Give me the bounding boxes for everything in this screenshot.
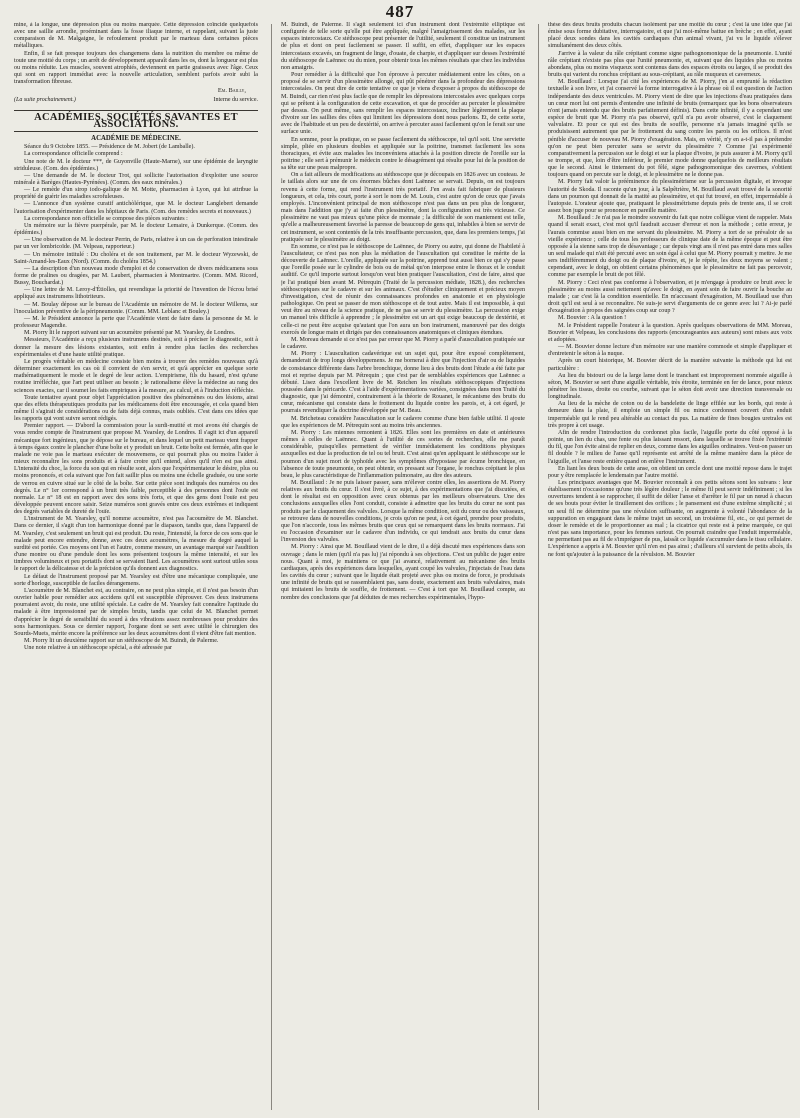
paragraph: — Une observation de M. le docteur Perrin, de Paris, relative à un cas de perforation intestinale par un ver lombricoïde. (M. Velpeau, rapporteur.) [14,237,258,251]
paragraph: mine, à la longue, une dépression plus ou moins marquée. Cette dépression coïncide quelquefois avec une saillie arrondie, proéminant dans la fosse iliaque interne, et rappelant, suivant la juste comparaison de M. Malgaigne, le refoulement produit par le marteau dans certaines pièces métalliques. [14,22,258,50]
paragraph: M. Buindi, de Palerme. Il s'agit seulement ici d'un instrument dont l'extrémité elliptique est configurée de telle sorte qu'elle put être appliquée, malgré l'amaigrissement des malades, sur les espaces intercostaux. Ce stéthoscope peut présenter de l'utilité, seulement il constitue un instrument de plus et dont on peut facilement se passer. Il suffit, en effet, d'appliquer sur les espaces intercostaux excavés, un fragment de linge, d'ouate, de charpie, et d'appliquer sur desses l'extrémité du stéthoscope de Laënnec ou du mien, pour obtenir tous les mêmes résultats que chez les individus non amaigris. [281,22,525,71]
paragraph: Au lieu du bistouri ou de la large lame dont le tranchant est improprement nommée aiguille à séton, M. Bouvier se sert d'une aiguille véritable, très étroite, terminée en fer de lance, pour mieux pénétrer les tissus, droite ou courbe, suivant que le séton doit avoir une direction transversale ou longitudinale. [548,372,792,401]
paragraph: Après un court historique, M. Bouvier décrit de la manière suivante la méthode qui lui est particulière : [548,358,792,372]
paragraph: — M. Boulay dépose sur le bureau de l'Académie un mémoire de M. le docteur Willems, sur l'inoculation préventive de la péripneumonie. (Comm. MM. Leblanc et Bouley.) [14,301,258,315]
column-2-body [281,22,525,602]
paragraph: Premier rapport. — D'abord la commission pour la surdi-mutité et moi avons été chargés de vous rendre compte de l'instrument que propose M. Yearsley, de Londres. Il s'agit ici d'un appareil mécanique fort ingénieux, que je dépose sur le bureau, et dans lequel un petit marteau vient frapper à temps égaux contre le plancher d'une boîte et y produit un bruit. Cette boîte est fermée, afin que le malade ne voie pas le marteau exécuter de mouvemens, ce qui pourrait plus ou moins l'aider à mieux reconnaître les sons produits et à faire croire qu'il entend, alors qu'il n'en est pas ainsi. L'intensité du choc, la force du son qui en résulte sont, alors que l'expérimentateur le désire, plus ou moins prononcés, et cela suivant que l'on fait saillir plus ou moins une échelle graduée, ou une sorte de verrou en cuivre situé sur le côté de la boîte. Sur cette pièce sont indiqués des numéros ou des degrés. Le n° 1er correspond à un bruit très faible, perceptible à des personnes dont l'ouïe est normale. Le n° 18 est en rapport avec des sons très forts, et que des gens dont l'ouïe est peu développée peuvent encore saisir. Seize numéros sont gravés entre ces deux extrêmes et indiquent des degrés variables de dureté de l'ouïe. [14,423,258,516]
session-line: Séance du 9 Octobre 1855. — Présidence de M. Jobert (de Lamballe). [24,144,195,151]
column-rule [271,24,272,1110]
column-1 [14,22,258,1114]
paragraph: M. Piorry : Ceci n'est pas conforme à l'observation, et je m'engage à produire ce bruit avec le plessimètre au moins aussi nettement qu'avec le doigt, en ayant soin de faire ouvrir la bouche au malade ; car c'est là la condition essentielle. En m'accusant d'exagération, M. Bouillaud use d'un droit qu'il est seul à se reconnaître. Ne suis-je servi d'arguments de ce genre avec lui ? Ai-je parlé d'exagération à propos des saignées coup sur coup ? [548,279,792,315]
column-1-body [14,151,258,652]
paragraph: M. Piorry lit le rapport suivant sur un acoumètre présenté par M. Yearsley, de Londres. [24,330,236,337]
paragraph: thèse des deux bruits produits chacun isolément par une moitié du cœur ; c'est là une idée que j'ai émise sous forme dubitative, interrogatoire, et que j'ai moi-même battue en brèche ; en effet, ayant placé deux sondes dans les cavités cardiaques d'un animal vivant, j'ai vu le liquide s'élever simultanément des deux côtés. [548,22,792,50]
column-rule [538,24,539,1110]
paragraph: M. Bricheteau considère l'auscultation sur le cadavre comme d'une bien faible utilité. Il ajoute que les expériences de M. Pétrequin sont au moins très anciennes. [281,415,525,429]
paragraph: Enfin, il se fait presque toujours des changemens dans la nutrition du membre ou même de toute une moitié du corps ; un arrêt de développement apparaît dans les os, dont la longueur est plus ou moins réduite. Les muscles, souvent atrophiés, deviennent en partie graisseux avec l'âge. Ceux qui sont en rapport immédiat avec la nouvelle articulation, semblent parfois avoir subi la transformation fibreuse. [14,50,258,86]
paragraph: M. Piorry fait valoir la prééminence du plessimétrisme sur la percussion digitale, et invoque l'autorité de Skoda. Il raconte qu'un jour, à la Salpêtrière, M. Bouillaud avait trouvé de la sonorité dans un poumon qui donnait de la matité au plessimètre, et qui fut trouvé, en effet, imperméable à l'autopsie. L'orateur ajoute que, pratiquant le plessimétrisme depuis près de trente ans, il se croit assez bon juge pour se prononcer en pareille matière. [548,179,792,215]
paragraph: Afin de rendre l'introduction du cordonnet plus facile, l'aiguille porte du côté opposé à la pointe, un lien du chas, une fente ou plus laissant ressort, dans laquelle se trouve fixée l'extrémité du fil, que l'on évite ainsi de replier en deux, comme dans les aiguilles ordinaires. Veut-on passer un fil double ? le milieu de l'anse qu'il représente est arrêté de la même manière dans la pièce de l'aiguille, et l'anse reste entière quand on enlève l'instrument. [548,429,792,465]
column-2 [281,22,525,1114]
paragraph: L'instrument de M. Yearsley, qu'il nomme acoumètre, n'est pas l'acoumètre de M. Blanchet. Dans ce dernier, il s'agit d'un ton harmonique donné par le diapason, tandis que, dans l'appareil de M. Yearsley, c'est seulement un bruit qui est produit. Du reste, l'intensité, la force de ces sons que le malade peut encore entendre, donne, avec ces deux acoumètres, la mesure du degré auquel la surdité est portée. Ces moyens ont l'un et l'autre, comme mesure, un avantage marqué sur l'audition d'une montre ou d'une pendule dont les sons présentent toujours la même intensité, et sur les timbres volumineux et peu portatifs dont se servaient Itard. Les acoumètres sont surtout utiles sous le rapport de la délicatesse et de la précision qu'ils donnent aux diagnostics. [14,516,258,573]
paragraph: — Le remède d'un sirop iodo-galique de M. Motte, pharmacien à Lyon, qui lui attribue la propriété de guérir les maladies scrofuleuses. [14,187,258,201]
paragraph: — La description d'un nouveau mode d'emploi et de conservation de divers médicamens sous forme de pralines ou dragées, par M. Laubert, pharmacien à Montmartre. (Comm. MM. Ricord, Bussy, Bouchardat.) [14,265,258,287]
paragraph: Pour remédier à la difficulté que l'on éprouve à percuter médiatement entre les côtes, on a proposé de se servir d'un plessimètre allongé, qui pût pénétrer dans la profondeur des dépressions intercostales. On peut dire de cette tentative ce que je viens d'exposer à propos du stéthoscope de M. Buindi, car rien n'est plus facile que de remplir les dépressions intercostales avec quelques corps qui se prêtent à la configuration de cette excavation, et que de procéder au percuter le plessimètre par dessus. On peut même, sans remplir les espaces intercostaux, incliner légèrement la plaque d'ivoire sur les saillies des côtes qui limitent les dépressions dont nous parlons. Et, de cette sorte, avec de l'habitude et un peu de dextérité, on arrive à percuter aussi facilement qu'on le ferait sur une surface unie. [281,72,525,136]
paragraph: La correspondance officielle comprend : [24,151,123,158]
paragraph: Le progrès véritable en médecine consiste bien moins à trouver des remèdes nouveaux qu'à déterminer exactement les cas où il convient de s'en servir, et qu'à apprécier en quelque sorte mathématiquement le mode et le degré de leur action. L'empirisme, fils du hasard, n'est qu'une routine irréfléchie, que l'art peut utiliser au besoin ; le rationalisme élève la médecine au rang des sciences exactes, car il soumet les faits empiriques à la mesure, au calcul, et à l'induction réfléchie. [14,358,258,394]
paragraph: Un mémoire sur la fièvre puerpérale, par M. le docteur Lemaire, à Dunkerque. (Comm. des épidémies.) [14,222,258,237]
academy-title: ACADÉMIE DE MÉDECINE. [91,135,181,143]
paragraph: — L'annonce d'un système curatif antichòlérique, que M. le docteur Langlebert demande l'autorisation d'expérimenter dans les hôpitaux de Paris. (Com. des remèdes secrets et nouveaux.) [14,201,258,215]
paragraph: La correspondance non officielle se compose des pièces suivantes : [24,215,188,222]
paragraph: Les principaux avantages que M. Bouvier reconnaît à ces petits sétons sont les suivans : leur établissement n'occasionne qu'une très légère douleur ; le même fil peut servir indéfiniment ; si les ouvertures tendent à se rapprocher, il suffit de délier l'anse et d'arrêter le fil par un nœud à chacun de ses bouts pour éviter le tiraillement des orifices ; le pansement est d'une extrême simplicité ; si un seul fil ne détermine pas une révulsion suffisante, on augmente à volonté l'abondance de la suppuration en engageant dans le même trajet un second, un troisième fil, etc., ce qui permet de doser le remède et de le proportionner au mal ; la cicatrice qui reste est à peine marquée, ce qui n'est pas sans importance, pour les femmes surtout. On pourrait craindre que l'enduit imperméable, ne permettant pas au fil de s'imprégner de pus, laissât ce liquide s'accumuler dans le tissu cellulaire. L'expérience a appris à M. Bouvier qu'il n'en est pas ainsi ; d'ailleurs s'il survient de petits abcès, ils ne font qu'ajouter à la puissance de la révulsion. M. Bouvier [548,480,792,558]
paragraph: — Un mémoire intitulé : Du choléra et de son traitement, par M. le docteur Wyzewski, de Saint-Amand-les-Eaux (Nord). (Comm. du choléra 1854.) [14,251,258,265]
signature-role: Interne du service. [213,96,258,103]
column-3 [548,22,792,1114]
paragraph: Une note relative à un stéthoscope spécial, a été adressée par [24,645,173,652]
signature-row [14,97,258,104]
paragraph: Le défaut de l'instrument proposé par M. Yearsley est d'être une mécanique compliquée, une sorte d'horloge, susceptible de faciles dérangemens. [14,573,258,587]
paragraph: M. Piorry : Ainsi que M. Bouillaud vient de le dire, il a déjà discuté mes expériences dans son ouvrage ; dans le mien (qu'il n'a pas lu) j'ai répondu à ses objections. C'est un public de juger entre nous. Quant à moi, je maintiens ce que j'ai avancé, relativement au mécanisme des bruits cardiaques, après des expériences dans lesquelles, ayant coupé les valvules, j'injectais de l'eau dans les cavités du cœur ; suivant que le liquide était projeté avec plus ou moins de force, je produisais une infinité de bruits qui se rassemblaient pas, sans doute, exactement aux bruits valvulaires, mais qui imitaient les bruits de souffle, de frottement. — C'est à tort que M. Bouillaud compte, au nombre des conclusions que j'ai déduites de mes recherches expérimentales, l'hypo- [281,544,525,601]
paragraph: Une note de M. le docteur ***, de Guyonville (Haute-Marne), sur une épidémie de laryngite striduleuse. (Com. des épidémies.) [14,158,258,172]
paragraph: M. Piorry : L'auscultation cadavérique est un sujet qui, pour être exposé complètement, demanderait de trop longs développemens. Je me bornerai à dire que l'injection d'air ou de liquides de consistance différente dans l'arbre bronchique, donne lieu à des bruits dont l'étude a été faite par moi et reprise depuis par M. Pétrequin ; que c'est par de semblables expériences que Laënnec a débuté. Lisez dans l'excellent livre de M. Reichen les résultats stéthoscopiques d'injections poussées dans le péricarde. C'est à l'aide d'expérimentations variées, consignées dans mon Traité du diagnostic, que j'ai démontré, contrairement à la théorie de Rouanet, le mécanisme des bruits du cœur, mécanisme qui consiste dans le frottement du liquide contre les parois, et, à cet égard, je pourrais revendiquer la doctrine développée par M. Beau. [281,351,525,415]
paragraph: En somme, ce n'est pas le stéthoscope de Laënnec, de Piorry ou autre, qui donne de l'habileté à l'auscultateur, ce n'est pas non plus la médiation de l'auscultation qui constitue le mérite de la découverte de Laënnec. L'oreille, appliquée sur la poitrine, apprend tout aussi bien ce qui s'y passe que l'oreille posée sur le cylindre de bois ou de métal qu'on interpose entre le thorax et le conduit auditif. Ce qu'il importe surtout lorsqu'on veut bien pratiquer l'auscultation, c'est de faire, ainsi que je l'ai pratiqué bien avant M. Pétrequin (Traité de la percussion médiate, 1828.), des recherches stéthoscopiques sur le cadavre et sur les animaux. C'est d'étudier cliniquement et précieux moyen d'investigation, c'est de réunir des connaissances profondes en anatomie et en physiologie pathologique. On peut se passer de mon stéthoscope et de tout autre. Mais il est impossible, à qui veut être au niveau de la science pratique, de ne pas se servir du plessimètre. La percussion exige un manuel très difficile à apprendre ; le plessimètre est un art qui exige beaucoup de dextérité, et celle-ci ne peut être acquise qu'autant que l'on aura un bon instrument, manœuvré par des doigts exercés de longue main et dirigés par des connaissances anatomiques et cliniques étendues. [281,243,525,336]
column-3-body [548,22,792,559]
paragraph: En somme, pour la pratique, on se passe facilement du stéthoscope, tel qu'il soit. Une serviette simple, pliée en plusieurs doubles et appliquée sur la poitrine, transmet facilement les sons thoraciques, et évite aux malades les inconvéniens attachés à la position directe de l'oreille sur la poitrine ; elle sert à prémunir le médecin contre le désagrément qui résulte pour lui de la position de sa tête sur une peau malpropre. [281,136,525,172]
paragraph: — M. Bouvier donne lecture d'un mémoire sur une manière commode et simple d'appliquer et d'entretenir le séton à la nuque. [548,344,792,358]
paragraph: — Une demande de M. le docteur Trot, qui sollicite l'autorisation d'exploiter une source minérale à Barèges (Hautes-Pyrénées). (Comm. des eaux minérales.) [14,172,258,186]
paragraph: En liant les deux bouts de cette anse, on obtient un cercle dont une moitié repose dans le trajet pour y être remplacée le lendemain par l'autre moitié. [548,465,792,479]
paragraph: M. Bouvier : A la question ! [558,315,627,322]
paragraph: L'acoumètre de M. Blanchet est, au contraire, on ne peut plus simple, et il n'est pas besoin d'un ouvrier habile pour remédier aux accidens qu'il est susceptible d'éprouver. Ces deux instrumens pourraient avoir, du reste, une utilité spéciale. Le cadre de M. Yearsley fait connaître l'aptitude du malade à être impressionné par de simples bruits, tandis que celui de M. Blanchet permet d'apprécier le degré de sensibilité du sourd à des vibrations assez nombreuses pour produire des sons harmoniques. Sous ce dernier rapport, l'organe dont se sert avec utilité le chirurgien des Sourds-Muets, mérite encore la préférence sur les deux acoumètres dont il vient d'être fait mention. [14,587,258,637]
paragraph: M. Moreau demande si ce n'est pas par erreur que M. Piorry a parlé d'auscultation pratiquée sur le cadavre. [281,336,525,351]
paragraph: M. Piorry lit un deuxième rapport sur un stéthoscope de M. Buindi, de Palerme. [24,637,219,644]
paragraph: Au lieu de la mèche de coton ou de la bandelette de linge effilée sur les bords, qui reste à demeure dans la plaie, il emploie un simple fil ou mince cordonnet couvert d'un enduit imperméable qui le rend peu altérable au contact du pus. La matière de fines bougies uretrales est très propre à cet usage. [548,401,792,429]
paragraph: J'arrive à la valeur du râle crépitant comme signe pathognomonique de la pneumonie. L'unité râle crépitant n'existe pas plus que l'unité pneumonie, et, suivant que des liquides plus ou moins abondans, plus ou moins visqueux sont contenus dans des espaces étroits ou larges, il se produit des bruits qui varient du ronchus crépitant au sous-crépitant, au râle muqueux et caverneux. [548,50,792,79]
page-number: 487 [385,2,415,21]
paragraph: M. Piorry : Les miennes remontent à 1826. Elles sont les premières en date et antérieures mêmes à celles de Laënnec. Quant à l'utilité de ces sortes de recherches, elle me paraît considérable, puisqu'elles permettent de vérifier immédiatement les conditions physiques auxquelles est due la production de tel ou tel bruit. C'est ainsi qu'en appliquant le stéthoscope sur le poumon d'un sujet mort de typhoïde avec les symptômes d'hypostase par écume bronchique, en l'absence de toute pneumonie, on peut obtenir, en pressant sur l'organe, le ronchus crépitant le plus beau, le plus caractéristique de l'inflammation pulmonaire, au dire des auteurs. [281,429,525,479]
paragraph: M. Bouillaud : Je ne puis laisser passer, sans m'élever contre elles, les assertions de M. Piorry relatives aux bruits du cœur. Il s'est livré, à ce sujet, à des expérimentations que j'ai discutées, et dont le résultat est en opposition avec ceux obtenus par les meilleurs observateurs. Une des conclusions auxquelles elles l'ont conduit, consiste à admettre que les bruits du cœur ne sont pas produits par le claquement des valvules. Lorsque la même condition, soit du cœur ou des vaisseaux, se retrouve dans de nouvelles conditions, je crois qu'on ne peut, à cet égard, prendre pour produits, que l'on n'accorde, tous les mêmes bruits que ceux qui se remarquent dans les bruits normaux. J'ai eu l'occasion d'examiner sur le cadavre d'un individu, ce qui tendrait aux bruits du cœur dans l'inversion des valvules. [281,480,525,544]
section-title: ACADÉMIES, SOCIÉTÉS SAVANTES ET ASSOCIATIONS. [14,110,258,132]
signature-name: Em. Bailly, [217,87,246,95]
paragraph: M. le Président rappelle l'orateur à la question. Après quelques observations de MM. Moreau, Bouvier et Velpeau, les conclusions des rapports (encourageantes aux auteurs) sont mises aux voix et adoptées. [548,322,792,343]
paragraph: Messieurs, l'Académie a reçu plusieurs instrumens destinés, soit à préciser le diagnostic, soit à donner la mesure des lésions existantes, soit enfin à rendre plus faciles des recherches expérimentales et d'une haute utilité pratique. [14,337,258,358]
paragraph: M. Bouillaud : Je n'ai pas le moindre souvenir du fait que notre collègue vient de rappeler. Mais quand il serait exact, c'est moi qu'il faudrait accuser d'erreur et non la méthode ; cette erreur, je l'aurais commise aussi bien en me servant du plessimètre. M. Piorry a tort de se prévaloir de sa vieille expérience ; celle de tous les professeurs de clinique date de la même époque et peut être opposée à la sienne sans trop de désavantage ; car depuis vingt ans il n'est pas entré dans mes salles un seul malade qui n'ait été percuté avec un soin égal à celui que M. Piorry pourrait y mettre. Je me sers indifféremment du doigt ou de plaque d'ivoire, et, je le répète, les deux moyens se valent ; cependant, avec le doigt, on obtient certains phénomènes que le plessimètre ne fait pas percevoir, comme par exemple le bruit de pot fêlé. [548,215,792,279]
paragraph: On a fait ailleurs de modifications au stéthoscope que je découpais en 1826 avec un couteau. Je le taillais alors sur une de ces énormes bûches dont Laënnec se servait. Depuis, on est toujours revenu à cette forme, qui rend l'instrument très portatif. J'en avais fait fabriquer de plusieurs longueurs, et cela, très court, porte à sort le nom de M. Louis, c'est autre qu'on de ceux que j'avais employés. L'inconvénient principal de mon stéthoscope n'est pas dans un peu plus de longueur, mais dans l'addition que j'y ai faite d'un plessimètre, dont la configuration est très vicieuse. Ce plessimètre ne vaut pas mieux qu'une pièce de monnaie ; la difficulté de son maniement est telle, qu'elle a malheureusement favorisé la paresse de beaucoup de gens qui, inhabiles à bien se servir de cet instrument, se sont contentés de la très insuffisante percussion, que, dans les premiers temps, j'ai pratiquée sur le plessimètre au doigt. [281,172,525,243]
paragraph: — M. le Président annonce la perte que l'Académie vient de faire dans la personne de M. le professeur Magendie. [14,315,258,330]
paragraph: Toute tentative ayant pour objet l'appréciation positive des phénomènes ou des lésions, ainsi que des effets thérapeutiques produits par les médicamens doit être encouragée, et cela quand bien même il s'agirait de considérations ou de faits déjà connus, mais oubliés. C'est dans ces idées que les rapports qui vont suivre seront rédigés. [14,394,258,423]
suite-note: (La suite prochainement.) [14,96,76,103]
paragraph: — Une lettre de M. Leroy-d'Étiolles, qui revendique la priorité de l'invention de l'écrou brisé appliqué aux instrumens lithotriteurs. [14,287,258,301]
paragraph: M. Bouillaud : Lorsque j'ai cité les expériences de M. Piorry, j'en ai emprunté la rédaction textuelle à son livre, et j'ai conservé la forme interrogative à la phrase où il est question de l'action indépendante des deux ventricules. M. Piorry vient de dire que les injections d'eau pratiquées dans un cœur mort lui ont permis d'entendre une infinité de bruits (remarquez que les bons observateurs n'ont jamais entendu que des bruits parfaitement définis). Dans cette infinité, il y a cependant une espèce de bruit que M. Piorry n'a pas observé, qu'il n'a pu avoir observé, c'est le claquement valvulaire. Et pour ce qui est des bruits de souffle, personne n'a jamais imaginé qu'ils se produisissent autrement que par le frottement du sang contre les parois ou les orifices. Il m'est pénible d'accuser de nouveau M. Piorry d'exagération. Mais, en vérité, n'y en a-t-il pas à prétendre qu'on ne peut bien percuter sans se servir du plessimètre ? Comme j'ai expérimenté comparativement la percussion sur le doigt et sur la plaque d'ivoire, je puis assurer à M. Piorry qu'il se trompe, et que, loin d'être inférieur, le premier mode donne quelquefois de meilleurs résultats que le second. Ainsi le tintement du pot fêlé, signe pathognomonique des cavernes, s'obtient toujours quand on percute sur le doigt, et le plessimètre ne le donne pas. [548,79,792,179]
